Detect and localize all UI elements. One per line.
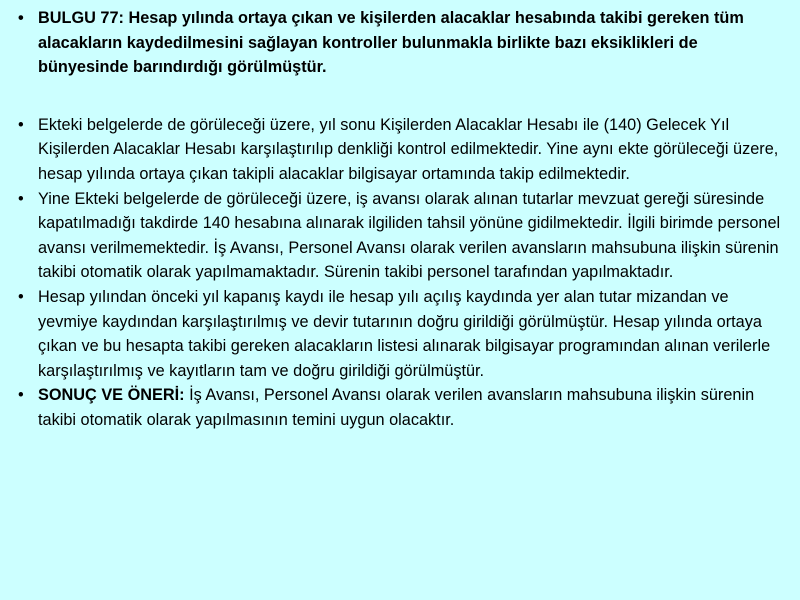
bullet-icon: •: [18, 9, 24, 27]
paragraph-item-1: [10, 113, 786, 187]
bullet-icon: •: [18, 287, 24, 306]
paragraph-text: Yine Ekteki belgelerde de görüleceği üzere, iş avansı olarak alınan tutarlar mevzuat gereği süresinde kapatılmadığı takdirde 140 hesabına alınarak ilgiliden tahsil yönüne gidilmektedir. İlgili birimde personel avansı verilmemektedir. İş Avansı, Personel Avansı olarak verilen avansların mahsubuna ilişkin sürenin takibi otomatik olarak yapılmamaktadır. Sürenin takibi personel tarafından yapılmaktadır.: [38, 189, 781, 282]
conclusion-label: SONUÇ VE ÖNERİ:: [38, 386, 185, 405]
paragraph-item-3: [10, 285, 786, 383]
paragraph-text: Ekteki belgelerde de görüleceği üzere, yıl sonu Kişilerden Alacaklar Hesabı ile (140) Gelecek Yıl Kişilerden Alacaklar Hesabı karşılaştırılıp denkliği kontrol edilmektedir. Yine aynı ekte görüleceği üzere, hesap yılında ortaya çıkan takipli alacaklar bilgisayar ortamında takip edilmektedir.: [38, 115, 779, 183]
finding-text: BULGU 77: Hesap yılında ortaya çıkan ve kişilerden alacaklar hesabında takibi gereken tüm alacakların kaydedilmesini sağlayan kontroller bulunmakla birlikte bazı eksiklikleri de bünyesinde barındırdığı görülmüştür.: [38, 9, 744, 77]
paragraph-text: Hesap yılından önceki yıl kapanış kaydı ile hesap yılı açılış kaydında yer alan tutar mizandan ve yevmiye kaydından karşılaştırılmış ve devir tutarının doğru girildiği görülmüştür. Hesap yılında ortaya çıkan ve bu hesapta takibi gereken alacakların listesi alınarak bilgisayar programından alınan verilerle karşılaştırılmış ve kayıtların tam ve doğru girildiği görülmüştür.: [38, 287, 771, 380]
conclusion-item: [10, 383, 786, 432]
bullet-icon: •: [18, 386, 24, 405]
bullet-list: [10, 6, 786, 433]
finding-item: [10, 6, 786, 80]
paragraph-item-2: [10, 187, 786, 285]
bullet-icon: •: [18, 115, 24, 134]
bullet-icon: •: [18, 189, 24, 208]
conclusion-text: İş Avansı, Personel Avansı olarak verilen avansların mahsubuna ilişkin sürenin takibi otomatik olarak yapılmasının temini uygun olacaktır.: [38, 386, 755, 429]
